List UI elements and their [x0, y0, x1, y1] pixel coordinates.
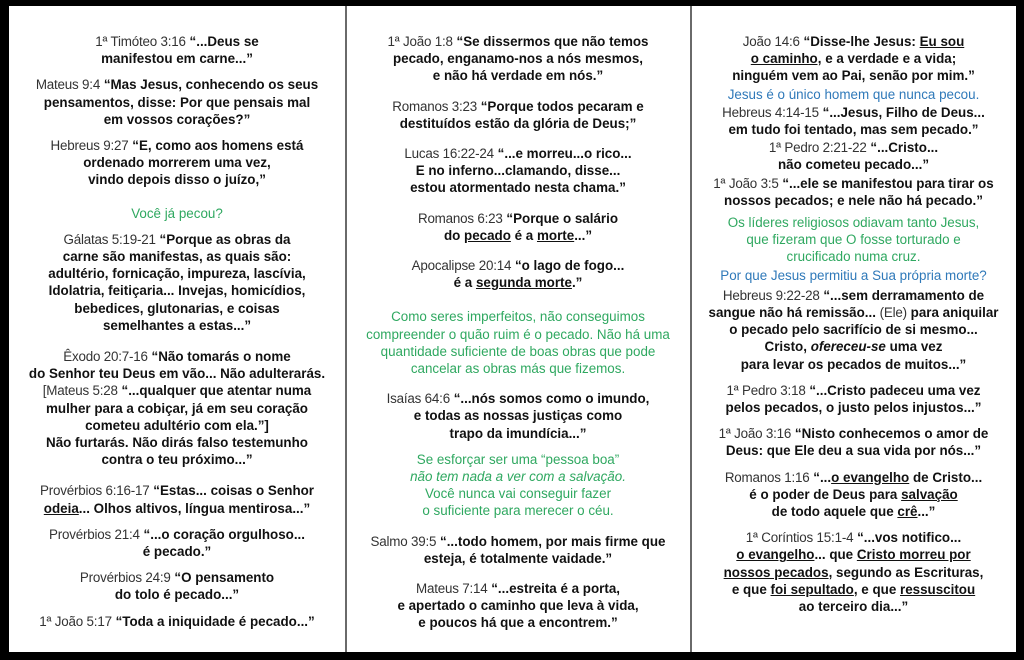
verse-exodo-20-7-16: Êxodo 20:7-16 “Não tomarás o nome do Senhor teu Deus em vão... Não adulterarás. [Mateus 5:28 “...qualquer que atentar numa mulher para a cobiçar, já em seu coração cometeu adultério com ela.”] Não furtarás. Não dirás falso testemunho contra o teu próximo...”: [28, 349, 326, 468]
verse-joao-14-6: João 14:6 “Disse-lhe Jesus: Eu sou o caminho, e a verdade e a vida; ninguém vem ao Pai, senão por mim.”: [732, 34, 975, 84]
verse-apocalipse-20-14: Apocalipse 20:14 “o lago de fogo... é a segunda morte.”: [411, 258, 625, 291]
verse-1-corintios-15-1-4: 1ª Coríntios 15:1-4 “...vos notifico... o evangelho... que Cristo morreu por nossos pecados, segundo as Escrituras, e que foi sepultado, e que ressuscitou ao terceiro dia...”: [723, 530, 984, 615]
column-1: [9, 6, 345, 652]
verse-reference: Êxodo 20:7-16: [63, 349, 148, 365]
verse-mateus-9-4: Mateus 9:4 “Mas Jesus, conhecendo os seus pensamentos, disse: Por que pensais mal em vossos corações?”: [35, 77, 319, 127]
verse-reference: Salmo 39:5: [370, 533, 437, 549]
verse-salmo-39-5: Salmo 39:5 “...todo homem, por mais firme que esteja, é totalmente vaidade.”: [370, 533, 666, 566]
verse-reference: 1ª Timóteo 3:16: [95, 34, 186, 49]
verse-reference: Mateus 7:14: [416, 581, 488, 597]
verse-1-timoteo-3-16: 1ª Timóteo 3:16 “...Deus se manifestou em carne...”: [95, 34, 259, 67]
verse-reference: 1ª João 3:16: [718, 426, 792, 442]
verse-mateus-7-14: Mateus 7:14 “...estreita é a porta, e apertado o caminho que leva à vida, e poucos há que a encontrem.”: [397, 581, 639, 631]
verse-proverbios-6-16-17: Provérbios 6:16-17 “Estas... coisas o Senhor odeia... Olhos altivos, língua mentirosa...”: [39, 483, 315, 516]
verse-romanos-6-23: Romanos 6:23 “Porque o salário do pecado é a morte...”: [417, 210, 619, 243]
verse-1-pedro-3-18: 1ª Pedro 3:18 “...Cristo padeceu uma vez pelos pecados, o justo pelos injustos...”: [725, 382, 982, 416]
note-good-person: Se esforçar ser uma “pessoa boa” não tem nada a ver com a salvação. Você nunca vai conseguir fazer o suficiente para merecer o céu.: [410, 451, 626, 519]
verse-lucas-16-22-24: Lucas 16:22-24 “...e morreu...o rico... E no inferno...clamando, disse... estou atormentado nesta chama.”: [404, 146, 632, 196]
verse-reference: Lucas 16:22-24: [404, 146, 494, 162]
verse-proverbios-24-9: Provérbios 24:9 “O pensamento do tolo é pecado...”: [79, 570, 275, 603]
verse-reference: Romanos 3:23: [392, 98, 477, 114]
verse-1-joao-5-17: 1ª João 5:17 “Toda a iniquidade é pecado...”: [39, 613, 315, 629]
verse-reference: Provérbios 6:16-17: [39, 483, 150, 499]
verse-reference: Provérbios 21:4: [49, 526, 140, 542]
question-why-jesus-allowed-death: Por que Jesus permitiu a Sua própria morte?: [720, 267, 987, 283]
note-voce-ja-pecou: Você já pecou?: [131, 205, 223, 221]
verse-reference: Hebreus 4:14-15: [722, 104, 819, 120]
note-religious-leaders: Os líderes religiosos odiavam tanto Jesus, que fizeram que O fosse torturado e crucificado numa cruz.: [727, 215, 980, 265]
verse-reference: Mateus 9:4: [35, 77, 101, 93]
note-jesus-never-sinned: Jesus é o único homem que nunca pecou.: [727, 86, 980, 102]
verse-reference: Apocalipse 20:14: [411, 258, 512, 274]
verse-1-joao-3-5: 1ª João 3:5 “...ele se manifestou para tirar os nossos pecados; e nele não há pecado.”: [713, 175, 994, 208]
column-2: [346, 6, 690, 652]
verse-reference: Hebreus 9:27: [50, 138, 129, 154]
column-3: [691, 6, 1016, 652]
verse-reference: 1ª Pedro 3:18: [726, 382, 806, 398]
verse-reference: João 14:6: [742, 34, 800, 49]
verse-1-joao-1-8: 1ª João 1:8 “Se dissermos que não temos pecado, enganamo-nos a nós mesmos, e não há verdade em nós.”: [387, 34, 649, 84]
verse-reference: 1ª Pedro 2:21-22: [768, 140, 867, 156]
note-imperfect-beings: Como seres imperfeitos, não conseguimos compreender o quão ruim é o pecado. Não há uma quantidade suficiente de boas obras que pode cancelar as obras más que fizemos.: [366, 309, 670, 377]
verse-isaias-64-6: Isaías 64:6 “...nós somos como o imundo, e todas as nossas justiças como trapo da imundícia...”: [386, 391, 650, 441]
verse-1-pedro-2-21-22: 1ª Pedro 2:21-22 “...Cristo... não cometeu pecado...”: [768, 140, 939, 173]
verse-reference: Gálatas 5:19-21: [63, 231, 156, 247]
verse-hebreus-9-27: Hebreus 9:27 “E, como aos homens está ordenado morrerem uma vez, vindo depois disso o juízo,”: [50, 138, 304, 188]
verse-reference: 1ª João 1:8: [387, 34, 453, 49]
tract-page: [9, 6, 1016, 652]
verse-reference: [Mateus 5:28: [42, 383, 118, 399]
verse-reference: Romanos 6:23: [417, 210, 503, 226]
verse-romanos-3-23: Romanos 3:23 “Porque todos pecaram e destituídos estão da glória de Deus;”: [392, 98, 644, 131]
verse-reference: 1ª Coríntios 15:1-4: [745, 530, 854, 546]
verse-hebreus-9-22-28: Hebreus 9:22-28 “...sem derramamento de sangue não há remissão... (Ele) para aniquilar o pecado pelo sacrifício de si mesmo... Cristo, ofereceu-se uma vez para levar os pecados de muitos...”: [708, 287, 999, 372]
verse-hebreus-4-14-15: Hebreus 4:14-15 “...Jesus, Filho de Deus... em tudo foi tentado, mas sem pecado.”: [722, 104, 985, 138]
verse-romanos-1-16: Romanos 1:16 “...o evangelho de Cristo... é o poder de Deus para salvação de todo aquele que crê...”: [724, 469, 983, 520]
verse-galatas-5-19-21: Gálatas 5:19-21 “Porque as obras da carne são manifestas, as quais são: adultério, fornicação, impureza, lascívia, Idolatria, feitiçaria... Invejas, homicídios, bebedices, glutonarias, e coisas semelhantes a estas...”: [48, 231, 306, 333]
verse-reference: 1ª João 5:17: [39, 613, 112, 629]
verse-reference: Isaías 64:6: [386, 391, 450, 407]
verse-reference: Provérbios 24:9: [79, 570, 171, 586]
verse-1-joao-3-16: 1ª João 3:16 “Nisto conhecemos o amor de Deus: que Ele deu a sua vida por nós...”: [718, 426, 989, 459]
verse-reference: Romanos 1:16: [724, 469, 810, 485]
verse-reference: 1ª João 3:5: [713, 175, 779, 191]
verse-proverbios-21-4: Provérbios 21:4 “...o coração orgulhoso... é pecado.”: [49, 526, 305, 560]
verse-reference: Hebreus 9:22-28: [722, 287, 820, 303]
